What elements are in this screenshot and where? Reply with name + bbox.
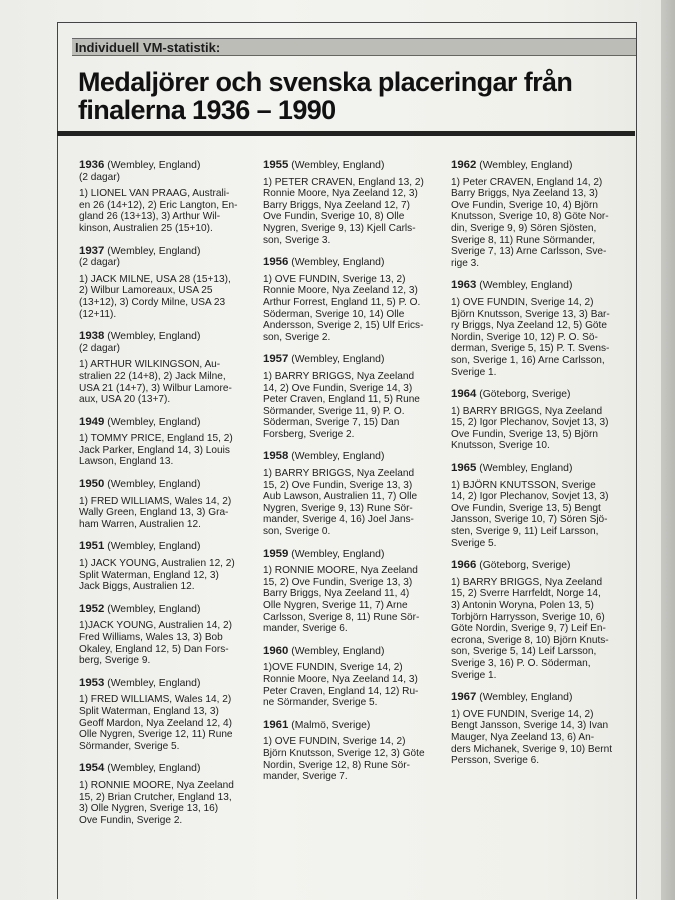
entry-heading [79, 417, 257, 429]
page-edge [661, 0, 675, 900]
entry-heading [263, 646, 441, 658]
entry-heading [263, 720, 441, 732]
final-year: 1938 [79, 330, 105, 343]
championship-entry [79, 417, 257, 468]
final-year: 1957 [263, 353, 289, 366]
final-year: 1954 [79, 762, 105, 775]
final-venue: (Wembley, England) [104, 603, 201, 615]
entry-heading [451, 560, 627, 572]
final-year: 1958 [263, 450, 289, 463]
entry-heading [451, 692, 627, 704]
entry-heading [79, 604, 257, 616]
page-title [78, 68, 638, 124]
final-venue: (Wembley, England) [476, 280, 573, 292]
entry-heading [79, 331, 257, 354]
final-year: 1965 [451, 462, 477, 475]
final-results: 1) PETER CRAVEN, England 13, 2) Ronnie Moore, Nya Zeeland 12, 3) Barry Briggs, Nya Zeeland 12, 7) Ove Fundin, Sverige 10, 8) Olle Nygren, Sverige 9, 13) Kjell Carls- son, Sverige 3. [263, 176, 424, 246]
final-venue: (Wembley, England) [104, 245, 201, 257]
championship-entry [79, 479, 257, 530]
championship-entry [79, 763, 257, 826]
final-year: 1964 [451, 388, 477, 401]
final-venue: (Wembley, England) [104, 479, 201, 491]
final-results: 1) OVE FUNDIN, Sverige 14, 2) Björn Knutsson, Sverige 12, 3) Göte Nordin, Sverige 12, 8) Rune Sör- mander, Sverige 7. [263, 736, 425, 783]
final-venue: (Göteborg, Sverige) [476, 389, 571, 401]
entry-heading [79, 479, 257, 491]
championship-entry [263, 257, 441, 343]
entry-heading [263, 451, 441, 463]
entry-heading [263, 160, 441, 172]
final-note: (2 dagar) [79, 171, 120, 183]
final-year: 1967 [451, 691, 477, 704]
final-year: 1952 [79, 602, 105, 615]
results-column-1 [79, 160, 257, 837]
final-results: 1) JACK MILNE, USA 28 (15+13), 2) Wilbur Lamoreaux, USA 25 (13+12), 3) Cordy Milne, USA 23 (12+11). [79, 273, 231, 320]
final-results: 1) ARTHUR WILKINGSON, Au- stralien 22 (14+8), 2) Jack Milne, USA 21 (14+7), 3) Wilbur Lamore- aux, USA 20 (13+7). [79, 359, 232, 406]
championship-entry [451, 560, 627, 681]
final-results: 1) Peter CRAVEN, England 14, 2) Barry Briggs, Nya Zeeland 13, 3) Ove Fundin, Sverige 10, 4) Björn Knutsson, Sverige 10, 8) Göte Nor- din, Sverige 9, 9) Sören Sjösten, Sverige 8, 11) Rune Sörmander, Sverige 7, 13) Arne Carlsson, Sve- rige 3. [451, 176, 609, 269]
final-results: 1) BARRY BRIGGS, Nya Zeeland 15, 2) Igor Plechanov, Sovjet 13, 3) Ove Fundin, Sverige 13, 5) Björn Knutsson, Sverige 10. [451, 405, 609, 452]
final-results: 1) BARRY BRIGGS, Nya Zeeland 15, 2) Ove Fundin, Sverige 13, 3) Aub Lawson, Australien 11, 7) Olle Nygren, Sverige 9, 13) Rune Sör- mander, Sverige 4, 16) Joel Jans- son, Sverige 0. [263, 468, 418, 538]
final-venue: (Wembley, England) [288, 160, 385, 171]
championship-entry [79, 541, 257, 592]
entry-heading [79, 541, 257, 553]
final-venue: (Wembley, England) [104, 416, 201, 428]
championship-entry [79, 604, 257, 667]
championship-entry [263, 549, 441, 635]
final-year: 1951 [79, 540, 105, 553]
championship-entry [263, 160, 441, 246]
final-venue: (Wembley, England) [104, 677, 201, 689]
final-year: 1936 [79, 159, 105, 171]
final-year: 1963 [451, 279, 477, 292]
final-note: (2 dagar) [79, 342, 120, 354]
championship-entry [451, 280, 627, 378]
entry-heading [263, 257, 441, 269]
final-year: 1953 [79, 676, 105, 689]
section-label: Individuell VM-statistik: [72, 38, 636, 56]
final-year: 1937 [79, 244, 105, 257]
entry-heading [451, 389, 627, 401]
final-note: (2 dagar) [79, 257, 120, 269]
entry-heading [263, 549, 441, 561]
final-venue: (Wembley, England) [476, 692, 573, 704]
championship-entry [451, 389, 627, 452]
final-results: 1) TOMMY PRICE, England 15, 2) Jack Parker, England 14, 3) Louis Lawson, England 13. [79, 433, 233, 468]
final-results: 1) OVE FUNDIN, Sverige 13, 2) Ronnie Moore, Nya Zeeland 12, 3) Arthur Forrest, England 11, 5) P. O. Söderman, Sverige 10, 14) Olle Andersson, Sverige 2, 15) Ulf Erics- son, Sverige 2. [263, 273, 424, 343]
title-line-2: finalerna 1936 – 1990 [78, 95, 336, 125]
championship-entry [451, 160, 627, 269]
final-results: 1) OVE FUNDIN, Sverige 14, 2) Bengt Jansson, Sverige 14, 3) Ivan Mauger, Nya Zeeland 13, 6) An- ders Michanek, Sverige 9, 10) Bernt Persson, Sverige 6. [451, 708, 613, 767]
final-results: 1) OVE FUNDIN, Sverige 14, 2) Björn Knutsson, Sverige 13, 3) Bar- ry Briggs, Nya Zeeland 12, 5) Göte Nordin, Sverige 10, 12) P. O. Sö- derman, Sverige 5, 15) P. T. Svens- son, Sverige 1, 16) Arne Carlsson, Sverige 1. [451, 296, 610, 378]
entry-heading [79, 246, 257, 269]
final-year: 1959 [263, 547, 289, 560]
final-year: 1949 [79, 415, 105, 428]
final-venue: (Wembley, England) [104, 763, 201, 775]
championship-entry [263, 720, 441, 783]
final-year: 1950 [79, 478, 105, 491]
final-results: 1) FRED WILLIAMS, Wales 14, 2) Wally Green, England 13, 3) Gra- ham Warren, Australien 12. [79, 495, 232, 530]
final-results: 1) RONNIE MOORE, Nya Zeeland 15, 2) Brian Crutcher, England 13, 3) Olle Nygren, Sverige 13, 16) Ove Fundin, Sverige 2. [79, 779, 234, 826]
final-venue: (Göteborg, Sverige) [476, 560, 571, 572]
final-results: 1) JACK YOUNG, Australien 12, 2) Split Waterman, England 12, 3) Jack Biggs, Australien 12. [79, 558, 235, 593]
entry-heading [79, 763, 257, 775]
final-results: 1)JACK YOUNG, Australien 14, 2) Fred Williams, Wales 13, 3) Bob Okaley, England 12, 5) Dan Fors- berg, Sverige 9. [79, 620, 232, 667]
final-venue: (Wembley, England) [288, 257, 385, 269]
final-venue: (Wembley, England) [476, 160, 573, 171]
final-year: 1962 [451, 159, 477, 171]
final-results: 1) BJÖRN KNUTSSON, Sverige 14, 2) Igor Plechanov, Sovjet 13, 3) Ove Fundin, Sverige 13, 5) Bengt Jansson, Sverige 10, 7) Sören Sjö- sten, Sverige 9, 11) Leif Larsson, Sverige 5. [451, 479, 609, 549]
championship-entry [79, 246, 257, 321]
final-venue: (Wembley, England) [288, 548, 385, 560]
final-venue: (Malmö, Sverige) [288, 719, 371, 731]
title-rule [57, 131, 635, 136]
final-year: 1956 [263, 256, 289, 269]
championship-entry [263, 354, 441, 440]
final-results: 1) RONNIE MOORE, Nya Zeeland 15, 2) Ove Fundin, Sverige 13, 3) Barry Briggs, Nya Zeeland 11, 4) Olle Nygren, Sverige 11, 7) Arne Carlsson, Sverige 8, 11) Rune Sör- mander, Sverige 6. [263, 565, 420, 635]
entry-heading [79, 160, 257, 183]
championship-entry [263, 451, 441, 537]
championship-entry [451, 463, 627, 549]
final-venue: (Wembley, England) [104, 160, 201, 171]
title-line-1: Medaljörer och svenska placeringar från [78, 67, 573, 97]
final-results: 1) BARRY BRIGGS, Nya Zeeland 15, 2) Sverre Harrfeldt, Norge 14, 3) Antonin Woryna, Polen 13, 5) Torbjörn Harrysson, Sverige 10, 6) Göte Nordin, Sverige 9, 7) Leif En- ecrona, Sverige 8, 10) Björn Knuts- son, Sverige 5, 14) Leif Larsson, Sverige 3, 16) P. O. Söderman, Sverige 1. [451, 576, 609, 681]
results-column-2 [263, 160, 441, 794]
final-results: 1) LIONEL VAN PRAAG, Australi- en 26 (14+12), 2) Eric Langton, En- gland 26 (13+13), 3) Arthur Wil- kinson, Australien 25 (15+10). [79, 188, 238, 234]
final-year: 1966 [451, 559, 477, 572]
championship-entry [451, 692, 627, 767]
entry-heading [451, 160, 627, 172]
championship-entry [79, 331, 257, 406]
final-results: 1)OVE FUNDIN, Sverige 14, 2) Ronnie Moore, Nya Zeeland 14, 3) Peter Craven, England 14, 12) Ru- ne Sörmander, Sverige 5. [263, 662, 419, 709]
final-venue: (Wembley, England) [288, 645, 385, 657]
entry-heading [451, 463, 627, 475]
championship-entry [79, 160, 257, 235]
final-venue: (Wembley, England) [104, 331, 201, 343]
final-venue: (Wembley, England) [476, 463, 573, 475]
final-venue: (Wembley, England) [288, 451, 385, 463]
championship-entry [79, 678, 257, 753]
entry-heading [79, 678, 257, 690]
final-year: 1961 [263, 718, 289, 731]
final-venue: (Wembley, England) [288, 354, 385, 366]
championship-entry [263, 646, 441, 709]
final-venue: (Wembley, England) [104, 541, 201, 553]
final-year: 1960 [263, 644, 289, 657]
entry-heading [263, 354, 441, 366]
entry-heading [451, 280, 627, 292]
results-column-3 [451, 160, 627, 778]
final-results: 1) BARRY BRIGGS, Nya Zeeland 14, 2) Ove Fundin, Sverige 14, 3) Peter Craven, England 11, 5) Rune Sörmander, Sverige 11, 9) P. O. Söderman, Sverige 7, 15) Dan Forsberg, Sverige 2. [263, 370, 420, 440]
final-results: 1) FRED WILLIAMS, Wales 14, 2) Split Waterman, England 13, 3) Geoff Mardon, Nya Zeeland 12, 4) Olle Nygren, Sverige 12, 11) Rune Sörmander, Sverige 5. [79, 694, 233, 752]
final-year: 1955 [263, 159, 289, 171]
